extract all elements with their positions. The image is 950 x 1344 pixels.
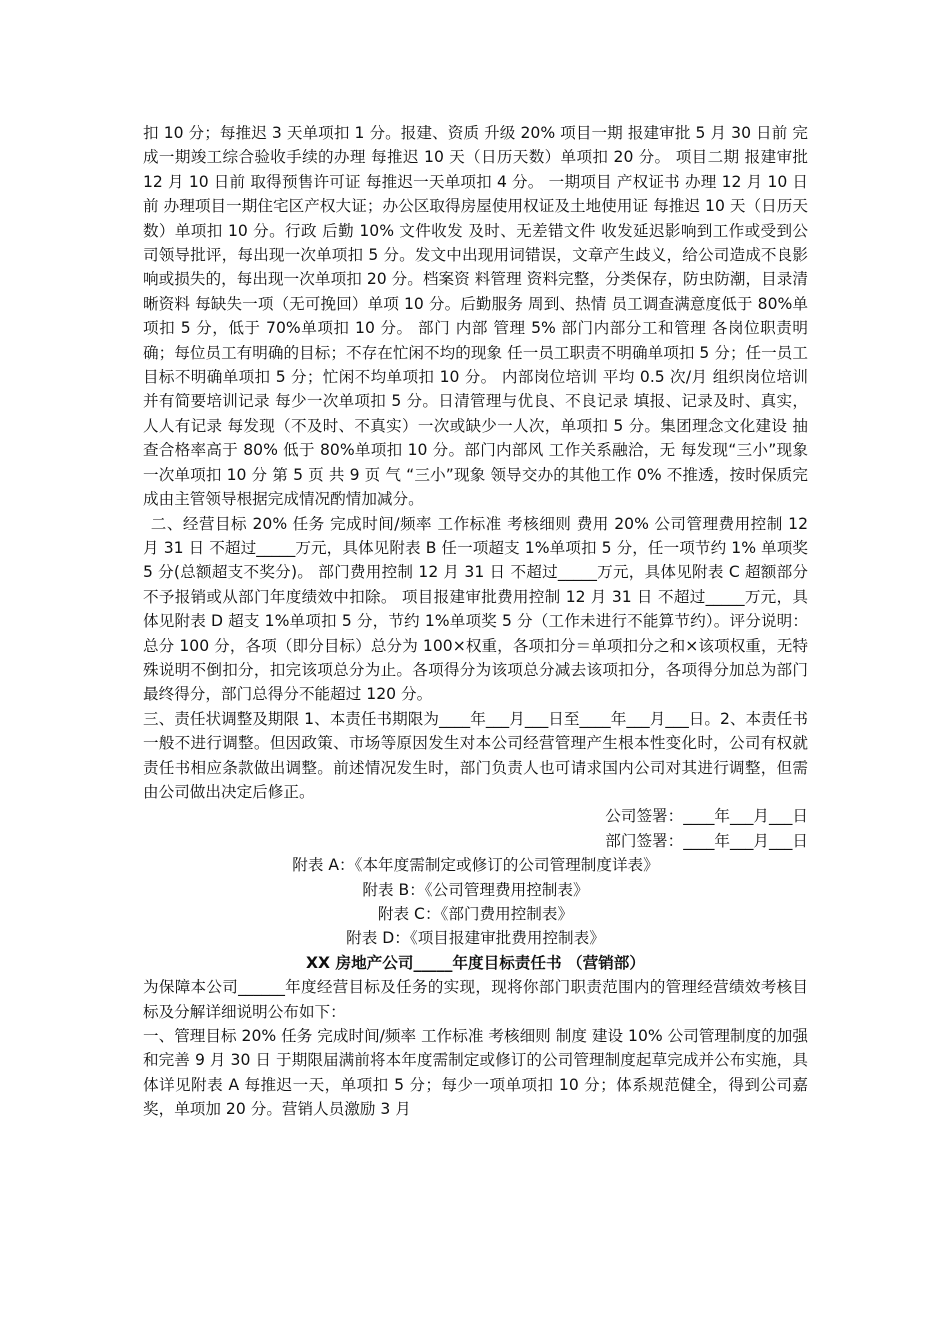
section-1-paragraph: 一、管理目标 20% 任务 完成时间/频率 工作标准 考核细则 制度 建设 10% 公司管理制度的加强和完善 9 月 30 日 于期限届满前将本年度需制定或修订的公司管理制度起草完成并公布实施，具体详见附表 A 每推迟一天，单项扣 5 分；每少一项单项扣 10 分；体系规范健全，得到公司嘉奖，单项加 20 分。营销人员激励 3 月: [143, 1027, 808, 1119]
intro-paragraph: 为保障本公司______年度经营目标及任务的实现，现将你部门职责范围内的管理经营绩效考核目标及分解详细说明公布如下：: [143, 978, 808, 1021]
department-signature-line: 部门签署：____年___月___日: [605, 831, 808, 850]
appendix-a-line: 附表 A：《本年度需制定或修订的公司管理制度详表》: [292, 856, 659, 875]
appendix-d-line: 附表 D：《项目报建审批费用控制表》: [346, 929, 605, 948]
appendix-b-line: 附表 B：《公司管理费用控制表》: [362, 880, 589, 899]
section-3-paragraph: 三、责任状调整及期限 1、本责任书期限为____年___月___日至____年___月___日。2、本责任书一般不进行调整。但因政策、市场等原因发生对本公司经营管理产生根本性变化时，公司有权就责任书相应条款做出调整。前述情况发生时，部门负责人也可请求国内公司对其进行调整，但需由公司做出决定后修正。: [143, 709, 808, 801]
appendix-c-line: 附表 C：《部门费用控制表》: [377, 905, 574, 923]
document-title: XX 房地产公司_____年度目标责任书 （营销部）: [306, 953, 645, 972]
section-1-continued-paragraph: 扣 10 分；每推迟 3 天单项扣 1 分。报建、资质 升级 20% 项目一期 报建审批 5 月 30 日前 完成一期竣工综合验收手续的办理 每推迟 10 天（日历天数）单项扣 20 分。 项目二期 报建审批 12 月 10 日前 取得预售许可证 每推迟一天单项扣 4 分。 一期项目 产权证书 办理 12 月 10 日前 办理项目一期住宅区产权大证；办公区取得房屋使用权证及土地使用证 每推迟 10 天（日历天数）单项扣 10 分。行政 后勤 10% 文件收发 及时、无差错文件 收发延迟影响到工作或受到公司领导批评，每出现一次单项扣 5 分。发文中出现用词错误，文章产生歧义，给公司造成不良影响或损失的，每出现一次单项扣 20 分。档案资 料管理 资料完整，分类保存，防虫防潮，目录清晰资料 每缺失一项（无可挽回）单项 10 分。后勤服务 周到、热情 员工调查满意度低于 80%单项扣 5 分，低于 70%单项扣 10 分。 部门 内部 管理 5% 部门内部分工和管理 各岗位职责明确；每位员工有明确的目标；不存在忙闲不均的现象 任一员工职责不明确单项扣 5 分；任一员工目标不明确单项扣 5 分；忙闲不均单项扣 10 分。 内部岗位培训 平均 0.5 次/月 组织岗位培训并有简要培训记录 每少一次单项扣 5 分。日清管理与优良、不良记录 填报、记录及时、真实，人人有记录 每发现（不及时、不真实）一次或缺少一人次，单项扣 5 分。集团理念文化建设 抽查合格率高于 80% 低于 80%单项扣 10 分。部门内部风 工作关系融洽，无 每发现“三小”现象一次单项扣 10 分 第 5 页 共 9 页 气 “三小”现象 领导交办的其他工作 0% 不推透，按时保质完成由主管领导根据完成情况酌情加减分。: [143, 124, 808, 509]
company-signature-line: 公司签署：____年___月___日: [605, 807, 808, 826]
document-page: [143, 121, 808, 1122]
section-2-paragraph: 二、经营目标 20% 任务 完成时间/频率 工作标准 考核细则 费用 20% 公司管理费用控制 12 月 31 日 不超过_____万元，具体见附表 B 任一项超支 1%单项扣 5 分，任一项节约 1% 单项奖 5 分(总额超支不奖分)。 部门费用控制 12 月 31 日 不超过_____万元，具体见附表 C 超额部分不予报销或从部门年度绩效中扣除。 项目报建审批费用控制 12 月 31 日 不超过_____万元，具体见附表 D 超支 1%单项扣 5 分，节约 1%单项奖 5 分（工作未进行不能算节约）。评分说明：总分 100 分，各项（即分目标）总分为 100×权重，各项扣分＝单项扣分之和×该项权重，无特殊说明不倒扣分，扣完该项总分为止。各项得分为该项总分减去该项扣分，各项得分加总为部门最终得分，部门总得分不能超过 120 分。: [143, 514, 808, 704]
